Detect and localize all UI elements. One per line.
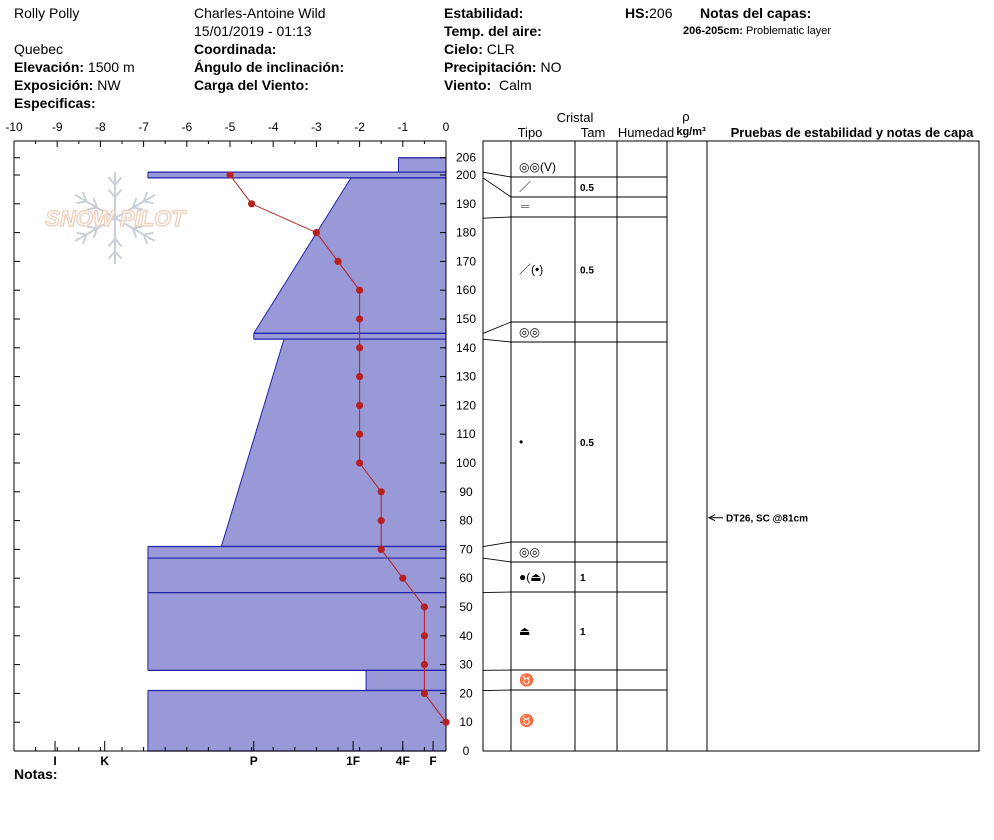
- layer-grain-size: 0.5: [580, 183, 594, 194]
- temperature-point: [378, 517, 385, 524]
- temp-tick-label: -9: [51, 120, 63, 134]
- size-header: Tam: [580, 125, 606, 140]
- depth-tick-label: 0: [462, 744, 470, 758]
- hardness-tick-label: I: [53, 754, 57, 768]
- hs-value: 206: [649, 5, 673, 21]
- depth-tick-label: 10: [459, 715, 473, 730]
- layer-grain-type: ／(•): [519, 262, 544, 277]
- aspect-label: Exposición:: [14, 77, 94, 93]
- hardness-layer: [398, 158, 446, 172]
- hs-label: HS:: [625, 5, 650, 21]
- precip-label: Precipitación:: [444, 59, 537, 75]
- temp-tick-label: -1: [397, 120, 409, 134]
- layer-note-range: 206-205cm:: [683, 25, 743, 37]
- depth-tick-label: 60: [459, 571, 473, 586]
- hardness-profile: [148, 158, 446, 751]
- depth-connector: [483, 690, 511, 691]
- depth-tick-label: 80: [459, 513, 473, 528]
- depth-tick-label: 20: [459, 686, 473, 701]
- hardness-layer: [221, 339, 446, 546]
- layer-grain-size: 0.5: [580, 438, 594, 449]
- coordinate-label: Coordinada:: [194, 41, 277, 57]
- temperature-point: [313, 229, 320, 236]
- layer-grain-type: ♉: [519, 713, 534, 728]
- temperature-point: [421, 603, 428, 610]
- temp-tick-label: -6: [181, 120, 193, 134]
- temperature-point: [356, 431, 363, 438]
- depth-tick-label: 40: [459, 628, 473, 643]
- moisture-header: Humedad: [617, 125, 675, 140]
- temperature-point: [248, 200, 255, 207]
- temperature-point: [356, 402, 363, 409]
- depth-tick-label: 90: [459, 484, 473, 499]
- depth-tick-label: 70: [459, 542, 473, 557]
- table-border: [483, 141, 979, 751]
- hardness-layer: [254, 333, 446, 339]
- depth-tick-label: 140: [455, 340, 477, 355]
- depth-connector: [483, 592, 511, 593]
- depth-tick-label: 30: [459, 657, 473, 672]
- slope-label: Ángulo de inclinación:: [194, 59, 345, 75]
- temp-tick-label: -10: [5, 120, 23, 134]
- hardness-tick-label: F: [429, 754, 437, 768]
- snowpilot-watermark: [45, 172, 186, 264]
- snowflake-branch: [144, 201, 154, 203]
- depth-tick-label: 170: [455, 254, 477, 269]
- temperature-point: [226, 171, 233, 178]
- hardness-tick-label: 1F: [346, 754, 361, 768]
- layers-table: [483, 109, 979, 751]
- depth-tick-label: 180: [455, 225, 477, 240]
- depth-tick-label: 190: [455, 196, 477, 211]
- observation-datetime: 15/01/2019 - 01:13: [194, 23, 312, 39]
- sky-label: Cielo:: [444, 41, 483, 57]
- precip-value: NO: [540, 59, 562, 75]
- temperature-point: [356, 344, 363, 351]
- temperature-point: [334, 258, 341, 265]
- layer-grain-size: 0.5: [580, 265, 594, 277]
- layer-grain-size: 1: [580, 573, 586, 584]
- layer-grain-type: ●(⏏): [519, 570, 546, 584]
- depth-tick-label: 150: [455, 312, 477, 326]
- temperature-point: [421, 632, 428, 639]
- observer-name: Charles-Antoine Wild: [194, 5, 326, 21]
- depth-tick-label: 200: [455, 168, 477, 182]
- depth-tick-label: 206: [455, 150, 477, 165]
- layer-grain-type: ＝: [519, 200, 532, 214]
- temp-tick-label: -8: [95, 120, 106, 134]
- temperature-point: [399, 575, 406, 582]
- depth-connector: [483, 558, 511, 562]
- temp-tick-label: -3: [311, 120, 322, 134]
- layer-grain-type: ／: [519, 180, 532, 194]
- hardness-layer: [148, 691, 446, 751]
- layer-grain-type: ◎◎(V): [519, 160, 556, 174]
- temperature-point: [442, 719, 449, 726]
- sky-value: CLR: [486, 41, 515, 57]
- depth-tick-label: 100: [455, 456, 477, 470]
- location-name: Rolly Polly: [14, 5, 80, 21]
- depth-connector: [483, 172, 511, 177]
- temperature-point: [356, 315, 363, 322]
- depth-connector: [483, 339, 511, 342]
- layer-grain-size: 1: [580, 627, 586, 638]
- temp-tick-label: 0: [442, 120, 450, 134]
- depth-connector: [483, 178, 511, 197]
- depth-connector: [483, 322, 511, 333]
- snowflake-branch: [144, 233, 154, 235]
- hardness-layer: [148, 547, 446, 559]
- layer-grain-type: •: [519, 435, 524, 449]
- depth-tick-label: 50: [459, 600, 473, 614]
- density-unit: kg/m³: [676, 126, 706, 138]
- aspect-value: NW: [97, 77, 121, 93]
- hardness-layer: [148, 172, 446, 178]
- snowflake-branch: [76, 201, 86, 203]
- tests-header: Pruebas de estabilidad y notas de capa: [730, 125, 974, 140]
- air-temp-label: Temp. del aire:: [444, 23, 542, 39]
- hardness-tick-label: 4F: [395, 754, 410, 768]
- temperature-point: [356, 287, 363, 294]
- temperature-point: [356, 373, 363, 380]
- stability-label: Estabilidad:: [444, 5, 524, 21]
- hardness-layer: [254, 178, 446, 334]
- temperature-point: [421, 690, 428, 697]
- layer-grain-type: ◎◎: [519, 545, 540, 559]
- temperature-point: [378, 546, 385, 553]
- snowflake-branch: [76, 233, 86, 235]
- layer-grain-type: ◎◎: [519, 325, 540, 339]
- temperature-point: [421, 661, 428, 668]
- depth-tick-label: 120: [455, 398, 477, 413]
- elevation-value: 1500 m: [87, 59, 135, 75]
- depth-connector: [483, 542, 511, 547]
- depth-tick-label: 130: [455, 369, 477, 384]
- temp-tick-label: -5: [224, 120, 236, 134]
- temp-tick-label: -4: [267, 120, 279, 134]
- temp-tick-label: -2: [354, 120, 365, 134]
- specifics-label: Especificas:: [14, 95, 96, 111]
- elevation-label: Elevación:: [14, 59, 85, 75]
- stability-test-label: DT26, SC @81cm: [726, 513, 809, 525]
- hardness-layer: [366, 670, 446, 690]
- temperature-point: [356, 459, 363, 466]
- layer-grain-type: ⏏: [519, 624, 531, 638]
- hardness-layer: [148, 593, 446, 671]
- region-name: Quebec: [14, 41, 64, 57]
- hardness-tick-label: K: [100, 754, 110, 768]
- crystal-header: Cristal: [556, 110, 594, 125]
- wind-value: Calm: [498, 77, 532, 93]
- temperature-point: [378, 488, 385, 495]
- watermark-text: SNOW PILOT: [45, 206, 185, 231]
- wind-label: Viento:: [444, 77, 492, 93]
- temp-tick-label: -7: [138, 120, 149, 134]
- depth-tick-label: 160: [455, 283, 477, 298]
- depth-connector: [483, 217, 511, 218]
- notes-label: Notas:: [14, 766, 58, 782]
- density-symbol: ρ: [682, 109, 690, 124]
- layer-grain-type: ♉: [519, 673, 534, 687]
- type-header: Tipo: [517, 125, 543, 140]
- depth-tick-label: 110: [456, 427, 476, 442]
- wind-load-label: Carga del Viento:: [194, 77, 309, 93]
- layer-notes-label: Notas del capas:: [700, 5, 812, 21]
- layer-note-text: Problematic layer: [746, 25, 831, 37]
- hardness-tick-label: P: [249, 754, 258, 768]
